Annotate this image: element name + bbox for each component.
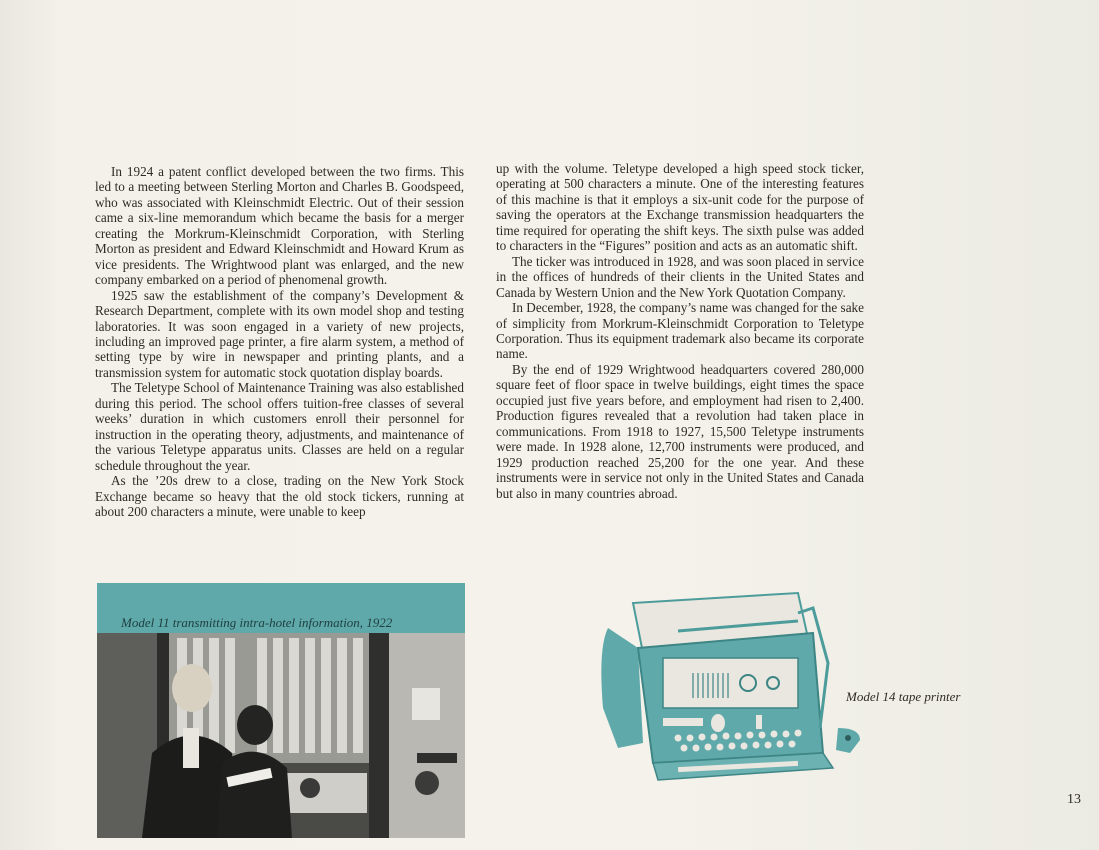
paragraph: In 1924 a patent conflict developed between the two firms. This led to a meeting between Sterling Morton and Charles B. Goodspeed, who was associated with Kleinschmidt Electric. Out of their session came a six-line memorandum which became the basis for a merger creating the Morkrum-Kleinschmidt Corporation, with Sterling Morton as president and Edward Kleinschmidt and Howard Krum as vice presidents. The Wrightwood plant was enlarged, and the new company embarked on a period of phenomenal growth. <box>95 164 464 288</box>
paragraph: In December, 1928, the company’s name was changed for the sake of simplicity from Morkrum-Kleinschmidt Corporation to Teletype Corporation. Thus its equipment trademark also became its corporate name. <box>496 300 864 362</box>
paragraph: The ticker was introduced in 1928, and was soon placed in service in the offices of hundreds of their clients in the United States and Canada by Western Union and the New York Quotation Company. <box>496 253 864 300</box>
paragraph: up with the volume. Teletype developed a high speed stock ticker, operating at 500 characters a minute. One of the interesting features of this machine is that it employs a six-unit code for the purpose of saving the operators at the Exchange transmission headquarters the time required for operating the shift keys. The sixth pulse was added to characters in the “Figures” position and acts as an automatic shift. <box>496 161 864 254</box>
model-14-illustration <box>598 588 868 788</box>
paragraph: 1925 saw the establishment of the company’s Development & Research Department, complete with its own model shop and testing laboratories. It was soon engaged in a variety of new projects, including an improved page printer, a fire alarm system, a method of setting type by wire in newspaper and printing plants, and a transmission system for automatic stock quotation display boards. <box>95 287 464 380</box>
paragraph: As the ’20s drew to a close, trading on the New York Stock Exchange became so heavy that the old stock tickers, running at about 200 characters a minute, were unable to keep <box>95 473 464 519</box>
tape-printer-drawing <box>598 588 868 788</box>
illustration-caption: Model 14 tape printer <box>846 689 961 704</box>
paragraph: The Teletype School of Maintenance Training was also established during this period. The school offers tuition-free classes of several weeks’ duration in which customers enroll their personnel for instruction in the operating theory, adjustments, and maintenance of the various Teletype apparatus units. Classes are held on a regular schedule throughout the year. <box>95 380 464 473</box>
page-number: 13 <box>1067 792 1081 807</box>
photo-image <box>97 633 465 838</box>
historical-photo <box>97 633 465 838</box>
left-text-column <box>95 164 464 519</box>
right-text-column <box>496 161 864 501</box>
photo-block <box>97 583 465 838</box>
photo-caption-bar <box>97 583 465 633</box>
paragraph: By the end of 1929 Wrightwood headquarters covered 280,000 square feet of floor space in twelve buildings, eight times the space occupied just five years before, and employment had risen to 2,400. Production figures revealed that a revolution had taken place in communications. From 1918 to 1927, 15,500 Teletype instruments were made. In 1928 alone, 12,700 instruments were produced, and 1929 production reached 25,200 for the one year. And these instruments were in service not only in the United States and Canada but also in many countries abroad. <box>496 361 864 501</box>
photo-caption: Model 11 transmitting intra-hotel information, 1922 <box>121 615 393 630</box>
